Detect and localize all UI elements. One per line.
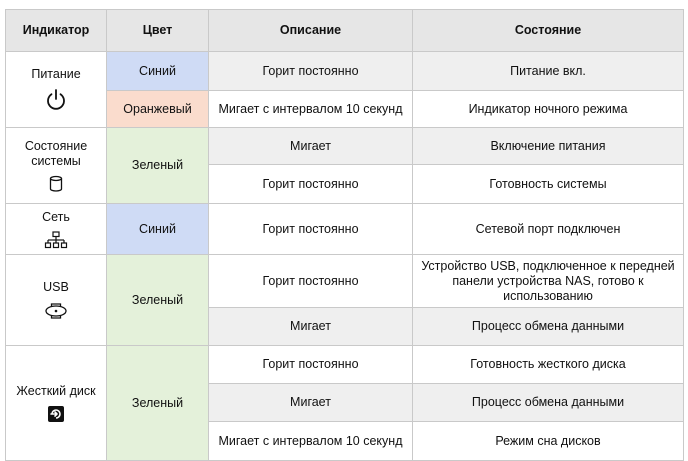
indicator-system-status-cell — [6, 128, 107, 204]
color-cell: Зеленый — [107, 128, 209, 204]
state-cell: Режим сна дисков — [413, 422, 684, 461]
table-row — [6, 91, 684, 128]
color-cell: Синий — [107, 52, 209, 91]
description-cell: Мигает с интервалом 10 секунд — [209, 422, 413, 461]
led-indicator-table-container — [5, 9, 684, 461]
indicator-label: Питание — [31, 67, 81, 81]
color-cell: Зеленый — [107, 255, 209, 346]
description-cell: Горит постоянно — [209, 165, 413, 204]
indicator-hard-disk-cell — [6, 346, 107, 461]
color-cell: Зеленый — [107, 346, 209, 461]
header-state: Состояние — [413, 10, 684, 52]
description-cell: Горит постоянно — [209, 52, 413, 91]
indicator-label: Состояние системы — [24, 138, 88, 168]
description-cell: Мигает — [209, 128, 413, 165]
color-cell: Синий — [107, 204, 209, 255]
state-cell: Устройство USB, подключенное к передней панели устройства NAS, готово к использованию — [413, 255, 684, 308]
state-cell: Сетевой порт подключен — [413, 204, 684, 255]
indicator-label: Жесткий диск — [16, 383, 96, 398]
indicator-usb-cell — [6, 255, 107, 346]
table-row — [6, 255, 684, 308]
network-icon — [44, 231, 68, 249]
state-cell: Включение питания — [413, 128, 684, 165]
description-cell: Мигает — [209, 384, 413, 422]
state-cell: Процесс обмена данными — [413, 384, 684, 422]
led-indicator-table — [5, 9, 684, 461]
table-row — [6, 346, 684, 384]
state-cell: Готовность системы — [413, 165, 684, 204]
database-icon — [48, 175, 64, 193]
indicator-network-cell — [6, 204, 107, 255]
description-cell: Горит постоянно — [209, 255, 413, 308]
header-description: Описание — [209, 10, 413, 52]
state-cell: Индикатор ночного режима — [413, 91, 684, 128]
description-cell: Мигает — [209, 308, 413, 346]
description-cell: Горит постоянно — [209, 204, 413, 255]
power-icon — [45, 88, 67, 112]
state-cell: Процесс обмена данными — [413, 308, 684, 346]
description-cell: Мигает с интервалом 10 секунд — [209, 91, 413, 128]
indicator-label: USB — [43, 279, 69, 294]
header-color: Цвет — [107, 10, 209, 52]
state-cell: Готовность жесткого диска — [413, 346, 684, 384]
header-indicator: Индикатор — [6, 10, 107, 52]
table-row — [6, 128, 684, 165]
indicator-label: Сеть — [42, 209, 70, 224]
table-row — [6, 204, 684, 255]
hard-disk-icon — [47, 405, 65, 423]
description-cell: Горит постоянно — [209, 346, 413, 384]
color-cell: Оранжевый — [107, 91, 209, 128]
usb-drive-icon — [42, 301, 70, 321]
state-cell: Питание вкл. — [413, 52, 684, 91]
table-header-row — [6, 10, 684, 52]
indicator-power-cell — [6, 52, 107, 128]
table-row — [6, 52, 684, 91]
